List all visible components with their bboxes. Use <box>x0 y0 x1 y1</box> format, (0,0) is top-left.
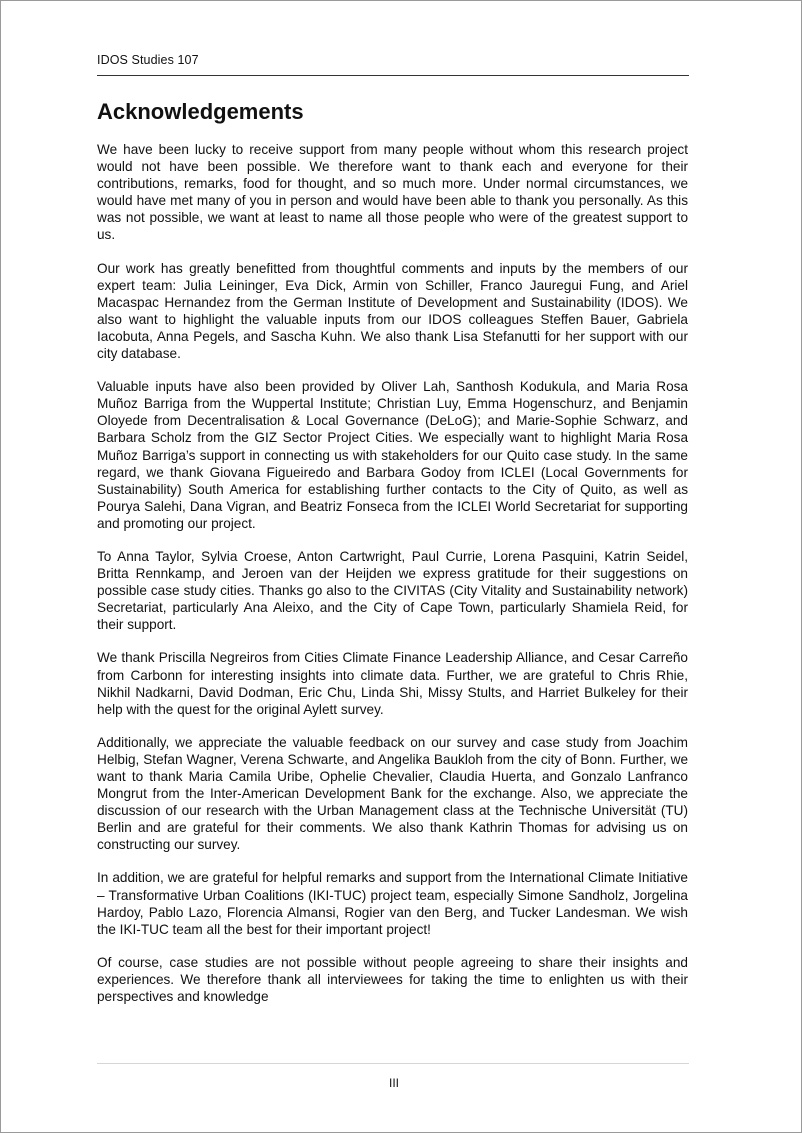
paragraph: Of course, case studies are not possible without people agreeing to share their insights and experiences. We therefore thank all interviewees for taking the time to enlighten us with their perspectives and knowledge <box>97 954 688 1005</box>
paragraph: To Anna Taylor, Sylvia Croese, Anton Cartwright, Paul Currie, Lorena Pasquini, Katrin Seidel, Britta Rennkamp, and Jeroen van der Heijden we express gratitude for their suggestions on possible case study cities. Thanks go also to the CIVITAS (City Vitality and Sustainability network) Secretariat, particularly Ana Aleixo, and the City of Cape Town, particularly Shamiela Reid, for their support. <box>97 548 688 633</box>
footer-divider <box>97 1063 689 1064</box>
page-title: Acknowledgements <box>97 99 304 124</box>
paragraph: In addition, we are grateful for helpful remarks and support from the International Climate Initiative – Transformative Urban Coalitions (IKI-TUC) project team, especially Simone Sandholz, Jorgelina Hardoy, Pablo Lazo, Florencia Almansi, Rogier van den Berg, and Tucker Landesman. We wish the IKI-TUC team all the best for their important project! <box>97 870 688 937</box>
paragraph: Valuable inputs have also been provided by Oliver Lah, Santhosh Kodukula, and Maria Rosa Muñoz Barriga from the Wuppertal Institute; Christian Luy, Emma Hogenschurz, and Benjamin Oloyede from Decentralisation & Local Governance (DeLoG); and Marie-Sophie Schwarz, and Barbara Scholz from the GIZ Sector Project Cities. We especially want to highlight Maria Rosa Muñoz Barriga’s support in connecting us with stakeholders for our Quito case study. In the same regard, we thank Giovana Figueiredo and Barbara Godoy from ICLEI (Local Governments for Sustainability) South America for establishing further contacts to the City of Quito, as well as Pourya Salehi, Dana Vigran, and Beatriz Fonseca from the ICLEI World Secretariat for supporting and promoting our project. <box>97 379 688 531</box>
running-header: IDOS Studies 107 <box>97 53 199 67</box>
body-text <box>97 141 688 1021</box>
paragraph: Additionally, we appreciate the valuable feedback on our survey and case study from Joachim Helbig, Stefan Wagner, Verena Schwarte, and Angelika Baukloh from the city of Bonn. Further, we want to thank Maria Camila Uribe, Ophelie Chevalier, Claudia Huerta, and Gonzalo Lanfranco Mongrut from the Inter-American Development Bank for the exchange. Also, we appreciate the discussion of our research with the Urban Management class at the Technische Universität (TU) Berlin and are grateful for their comments. We also thank Kathrin Thomas for advising us on constructing our survey. <box>97 734 688 853</box>
paragraph: Our work has greatly benefitted from thoughtful comments and inputs by the members of our expert team: Julia Leininger, Eva Dick, Armin von Schiller, Franco Jauregui Fung, and Ariel Macaspac Hernandez from the German Institute of Development and Sustainability (IDOS). We also want to highlight the valuable inputs from our IDOS colleagues Steffen Bauer, Gabriela Iacobuta, Anna Pegels, and Sascha Kuhn. We also thank Lisa Stefanutti for her support with our city database. <box>97 260 688 362</box>
paragraph: We have been lucky to receive support from many people without whom this research project would not have been possible. We therefore want to thank each and everyone for their contributions, remarks, food for thought, and so much more. Under normal circumstances, we would have met many of you in person and would have been able to thank you personally. As this was not possible, we want at least to name all those people who were of the greatest support to us. <box>97 142 688 243</box>
header-divider <box>97 75 689 76</box>
paragraph: We thank Priscilla Negreiros from Cities Climate Finance Leadership Alliance, and Cesar Carreño from Carbonn for interesting insights into climate data. Further, we are grateful to Chris Rhie, Nikhil Nadkarni, David Dodman, Eric Chu, Linda Shi, Missy Stults, and Harriet Bulkeley for their help with the quest for the original Aylett survey. <box>97 650 688 717</box>
page-number: III <box>388 1076 399 1090</box>
